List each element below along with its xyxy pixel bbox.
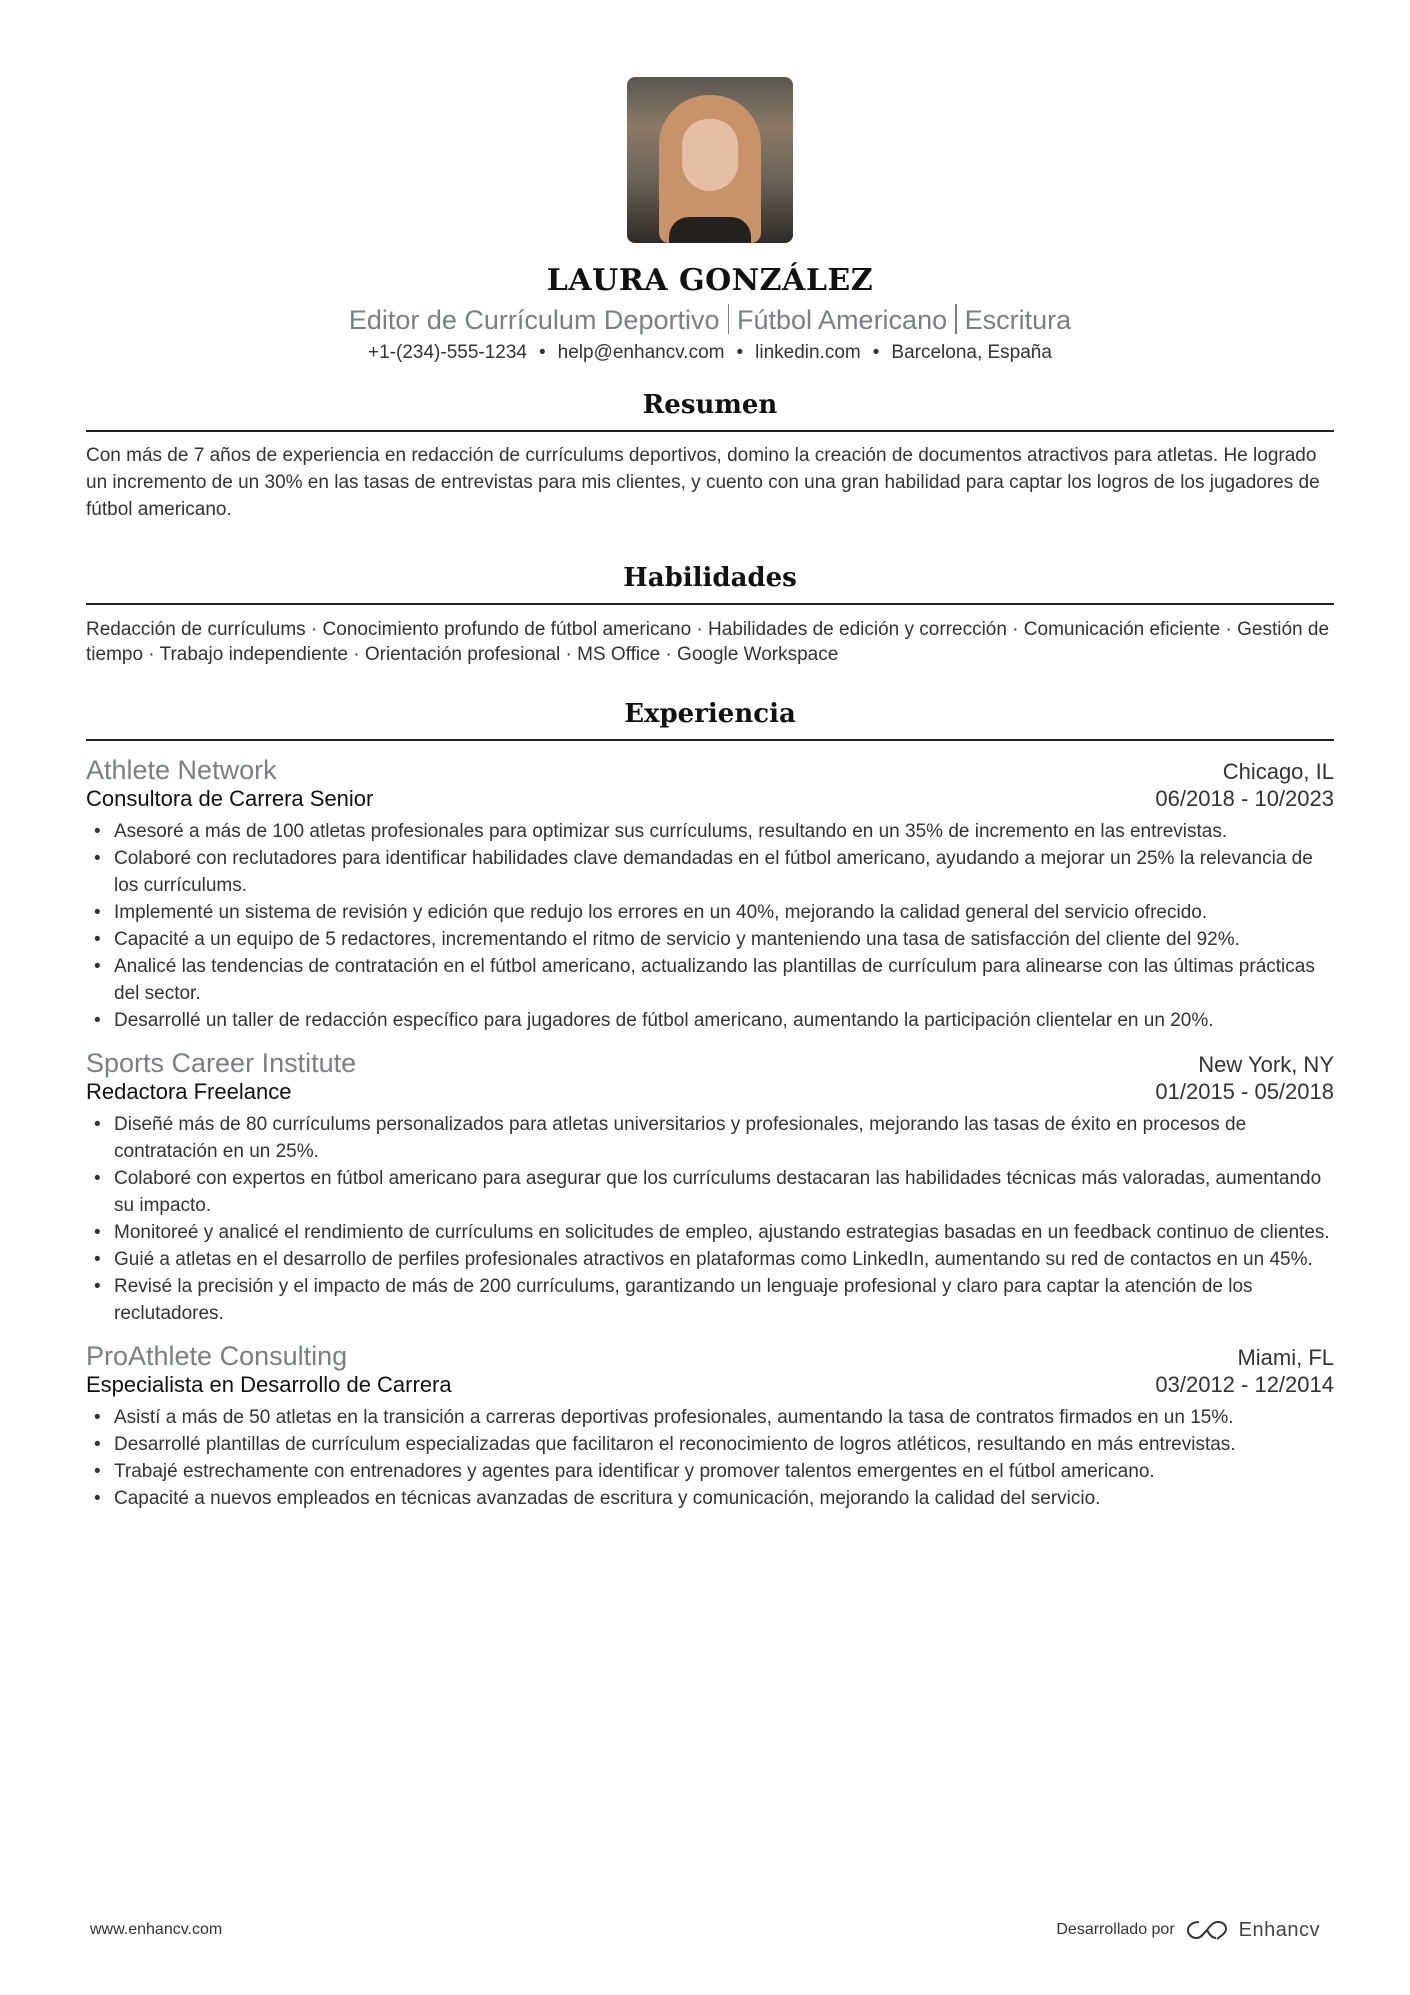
bullet-item: • Asesoré a más de 100 atletas profesionales para optimizar sus currículums, resultando en un 35% de incremento en las entrevistas. xyxy=(86,818,1334,845)
bullet-item: • Guié a atletas en el desarrollo de perfiles profesionales atractivos en plataformas como LinkedIn, aumentando su red de contactos en un 45%. xyxy=(86,1246,1334,1273)
section-title: Habilidades xyxy=(86,563,1334,605)
bullet-item: • Implementé un sistema de revisión y edición que redujo los errores en un 40%, mejorando la calidad general del servicio ofrecido. xyxy=(86,899,1334,926)
job-bullets xyxy=(86,1111,1334,1327)
headline xyxy=(86,304,1334,336)
website-link[interactable]: www.enhancv.com xyxy=(90,1921,223,1938)
linkedin-link[interactable]: linkedin.com xyxy=(755,342,861,363)
bullet-item: • Capacité a un equipo de 5 redactores, incrementando el ritmo de servicio y manteniendo una tasa de satisfacción del cliente del 92%. xyxy=(86,926,1334,953)
job-entry xyxy=(86,755,1334,1034)
job-entry xyxy=(86,1341,1334,1512)
contact-line: +1-(234)-555-1234 • help@enhancv.com • linkedin.com • Barcelona, España xyxy=(368,342,1052,363)
job-title: Consultora de Carrera Senior xyxy=(86,786,374,811)
section-title: Experiencia xyxy=(86,699,1334,741)
bullet-item: • Colaboré con reclutadores para identificar habilidades clave demandadas en el fútbol americano, ayudando a mejorar un 25% la relevancia de los currículums. xyxy=(86,845,1334,899)
bullet-item: • Capacité a nuevos empleados en técnicas avanzadas de escritura y comunicación, mejorando la calidad del servicio. xyxy=(86,1485,1334,1512)
resume-header xyxy=(86,0,1334,364)
bullet-item: • Diseñé más de 80 currículums personalizados para atletas universitarios y profesionales, mejorando las tasas de éxito en procesos de contratación en un 25%. xyxy=(86,1111,1334,1165)
skills-section xyxy=(86,563,1334,667)
candidate-name: LAURA GONZÁLEZ xyxy=(546,263,874,298)
skills-text: Redacción de currículums · Conocimiento profundo de fútbol americano · Habilidades de edición y corrección · Comunicación eficiente · Gestión de tiempo · Trabajo independiente · Orientación profesional · MS Office · Google Workspace xyxy=(86,619,1330,665)
job-location: New York, NY xyxy=(1198,1052,1334,1077)
location: Barcelona, España xyxy=(891,342,1052,363)
job-location: Miami, FL xyxy=(1237,1345,1334,1370)
bullet-item: • Revisé la precisión y el impacto de más de 200 currículums, garantizando un lenguaje profesional y claro para captar la atención de los reclutadores. xyxy=(86,1273,1334,1327)
headline-part: Escritura xyxy=(964,305,1072,335)
job-bullets xyxy=(86,818,1334,1034)
company-name: Athlete Network xyxy=(86,755,277,785)
powered-by-label: Desarrollado por xyxy=(1056,1921,1175,1938)
resume-page xyxy=(86,0,1334,1512)
headline-part: Editor de Currículum Deportivo xyxy=(348,305,720,335)
job-entry xyxy=(86,1048,1334,1327)
job-bullets xyxy=(86,1404,1334,1512)
job-title: Especialista en Desarrollo de Carrera xyxy=(86,1372,452,1397)
company-name: Sports Career Institute xyxy=(86,1048,357,1078)
company-name: ProAthlete Consulting xyxy=(86,1341,348,1371)
enhancv-logo-icon xyxy=(1185,1918,1229,1942)
brand-name: Enhancv xyxy=(1238,1918,1320,1941)
bullet-item: • Monitoreé y analicé el rendimiento de currículums en solicitudes de empleo, ajustando estrategias basadas en un feedback continuo de clientes. xyxy=(86,1219,1334,1246)
footer xyxy=(90,1918,1320,1942)
experience-section xyxy=(86,699,1334,1512)
summary-section xyxy=(86,390,1334,523)
job-dates: 01/2015 - 05/2018 xyxy=(1155,1079,1334,1104)
profile-photo xyxy=(627,77,793,243)
job-location: Chicago, IL xyxy=(1222,759,1334,784)
summary-text: Con más de 7 años de experiencia en redacción de currículums deportivos, domino la creación de documentos atractivos para atletas. He logrado un incremento de un 30% en las tasas de entrevistas para mis clientes, y cuento con una gran habilidad para captar los logros de los jugadores de fútbol americano. xyxy=(86,445,1320,520)
bullet-item: • Trabajé estrechamente con entrenadores y agentes para identificar y promover talentos emergentes en el fútbol americano. xyxy=(86,1458,1334,1485)
bullet-item: • Desarrollé plantillas de currículum especializadas que facilitaron el reconocimiento de logros atléticos, resultando en más entrevistas. xyxy=(86,1431,1334,1458)
divider xyxy=(728,304,730,334)
bullet-item: • Analicé las tendencias de contratación en el fútbol americano, actualizando las plantillas de currículum para alinearse con las últimas prácticas del sector. xyxy=(86,953,1334,1007)
bullet-item: • Desarrollé un taller de redacción específico para jugadores de fútbol americano, aumentando la participación clientelar en un 20%. xyxy=(86,1007,1334,1034)
job-dates: 06/2018 - 10/2023 xyxy=(1155,786,1334,811)
section-title: Resumen xyxy=(86,390,1334,432)
divider xyxy=(955,304,957,334)
bullet-item: • Colaboré con expertos en fútbol americano para asegurar que los currículums destacaran las habilidades técnicas más valoradas, aumentando su impacto. xyxy=(86,1165,1334,1219)
bullet-item: • Asistí a más de 50 atletas en la transición a carreras deportivas profesionales, aumentando la tasa de contratos firmados en un 15%. xyxy=(86,1404,1334,1431)
job-dates: 03/2012 - 12/2014 xyxy=(1155,1372,1334,1397)
headline-part: Fútbol Americano xyxy=(737,305,948,335)
brand-credit[interactable] xyxy=(1056,1918,1320,1942)
phone: +1-(234)-555-1234 xyxy=(368,342,527,363)
job-title: Redactora Freelance xyxy=(86,1079,292,1104)
email-link[interactable]: help@enhancv.com xyxy=(557,342,725,363)
